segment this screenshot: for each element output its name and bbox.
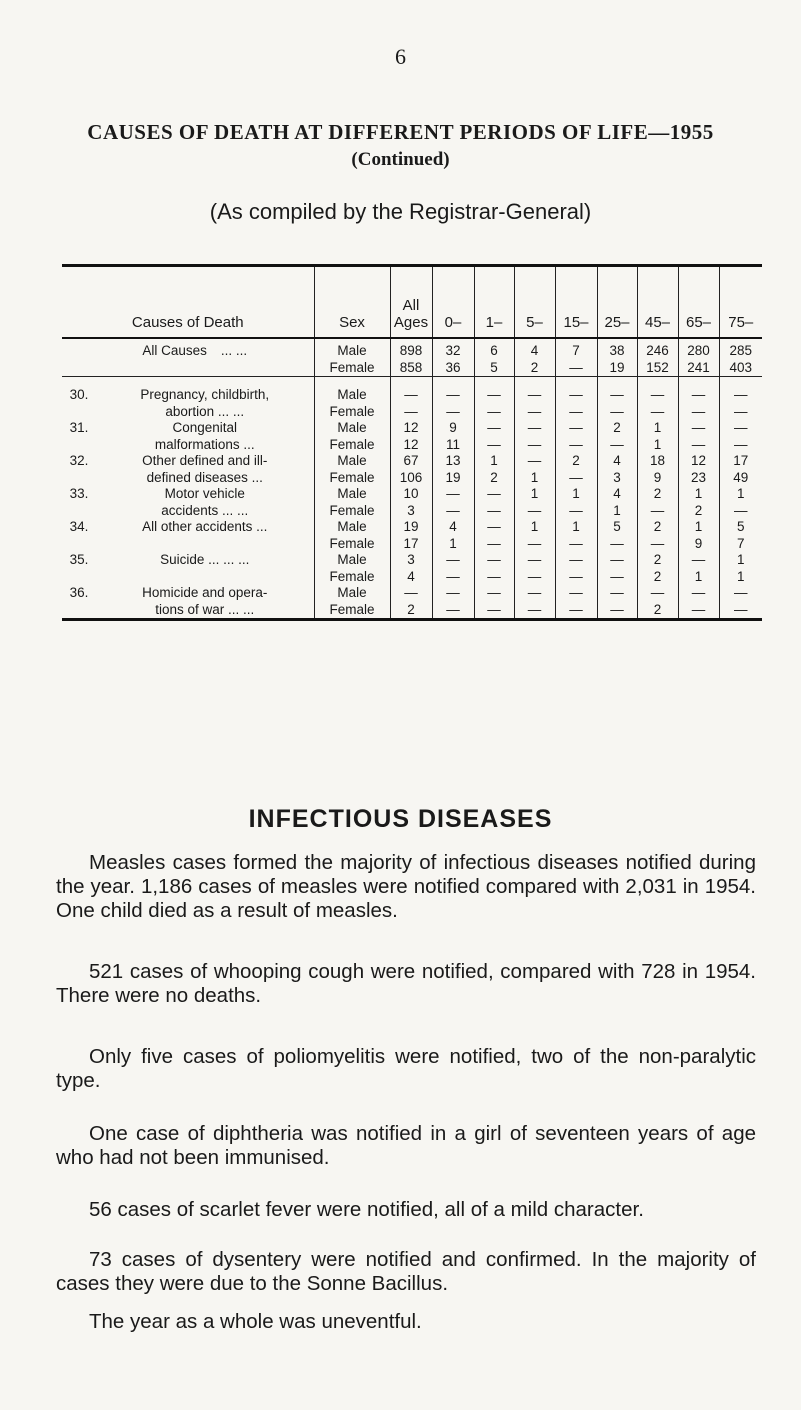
sex-cell: Female <box>314 360 390 377</box>
table-row <box>62 486 762 503</box>
sex-cell: Male <box>314 420 390 437</box>
header-age-65: 65– <box>678 266 719 339</box>
sex-cell: Male <box>314 377 390 404</box>
cell-age-5: 2 <box>514 360 555 377</box>
cell-age-75: 7 <box>719 536 762 553</box>
sex-cell: Male <box>314 585 390 602</box>
cell-age-1: — <box>474 420 514 437</box>
cause-label: Pregnancy, childbirth, <box>140 387 270 402</box>
cause-number: 35. <box>69 552 89 567</box>
cell-age-0: — <box>432 569 474 586</box>
cell-age-45: 2 <box>637 602 678 620</box>
sex-cell: Male <box>314 519 390 536</box>
cell-age-1: — <box>474 536 514 553</box>
cell-age-65: 9 <box>678 536 719 553</box>
table-row <box>62 585 762 602</box>
table-header-row <box>62 266 762 339</box>
sex-cell: Female <box>314 602 390 620</box>
cell-age-25: 38 <box>597 338 637 360</box>
cell-age-15: 2 <box>555 453 597 470</box>
cell-age-15: — <box>555 503 597 520</box>
cell-age-0: 19 <box>432 470 474 487</box>
page-subtitle: (Continued) <box>351 149 450 170</box>
header-causes: Causes of Death <box>62 266 314 339</box>
cell-all-ages: 19 <box>390 519 432 536</box>
cell-age-0: — <box>432 585 474 602</box>
cell-age-25: 19 <box>597 360 637 377</box>
sex-cell: Female <box>314 470 390 487</box>
cell-age-0: 4 <box>432 519 474 536</box>
cell-age-1: — <box>474 585 514 602</box>
page-number: 6 <box>395 44 406 69</box>
cell-age-25: 4 <box>597 453 637 470</box>
cause-label-continued <box>96 536 314 553</box>
cause-label-continued: defined diseases ... <box>146 469 263 485</box>
cell-age-5: — <box>514 404 555 421</box>
cell-age-45: — <box>637 377 678 404</box>
sex-cell: Male <box>314 338 390 360</box>
table-row <box>62 360 762 377</box>
sex-cell: Female <box>314 503 390 520</box>
cell-age-0: 13 <box>432 453 474 470</box>
cell-age-1: — <box>474 404 514 421</box>
cell-age-25: 2 <box>597 420 637 437</box>
table-row <box>62 470 762 487</box>
cell-age-15: — <box>555 404 597 421</box>
cell-all-ages: 17 <box>390 536 432 553</box>
cell-age-75: 1 <box>719 552 762 569</box>
cell-age-75: 1 <box>719 486 762 503</box>
cell-age-5: 1 <box>514 519 555 536</box>
cause-number: 36. <box>69 585 89 600</box>
sex-cell: Female <box>314 404 390 421</box>
cell-age-0: 36 <box>432 360 474 377</box>
cause-number-blank <box>62 536 96 553</box>
cell-all-ages: 3 <box>390 503 432 520</box>
cause-number: 31. <box>69 420 89 435</box>
cell-age-0: 11 <box>432 437 474 454</box>
cell-age-75: — <box>719 602 762 620</box>
page-title: CAUSES OF DEATH AT DIFFERENT PERIODS OF LIFE—1955 <box>87 120 714 144</box>
cell-age-5: — <box>514 536 555 553</box>
paragraph-scarlet-fever: 56 cases of scarlet fever were notified, all of a mild character. <box>89 1198 644 1221</box>
cell-age-45: 246 <box>637 338 678 360</box>
cell-age-75: — <box>719 503 762 520</box>
cell-age-45: 152 <box>637 360 678 377</box>
cell-age-15: — <box>555 585 597 602</box>
cell-age-75: — <box>719 437 762 454</box>
cell-age-5: — <box>514 602 555 620</box>
cell-age-15: — <box>555 602 597 620</box>
all-causes-leader: ... ... <box>220 343 248 358</box>
cell-age-15: — <box>555 420 597 437</box>
table-row <box>62 404 762 421</box>
cell-age-15: — <box>555 536 597 553</box>
cell-age-0: 1 <box>432 536 474 553</box>
cell-age-15: — <box>555 377 597 404</box>
cell-all-ages: 12 <box>390 437 432 454</box>
cause-number-blank <box>62 470 96 487</box>
sex-cell: Female <box>314 536 390 553</box>
cell-age-45: — <box>637 536 678 553</box>
table-row <box>62 536 762 553</box>
cell-age-45: 2 <box>637 519 678 536</box>
cell-age-45: 18 <box>637 453 678 470</box>
sex-cell: Male <box>314 552 390 569</box>
cell-age-75: — <box>719 377 762 404</box>
cause-label: Suicide ... ... ... <box>160 552 250 567</box>
cell-age-25: — <box>597 404 637 421</box>
sex-cell: Male <box>314 453 390 470</box>
cell-age-25: — <box>597 377 637 404</box>
cell-age-0: — <box>432 602 474 620</box>
cell-age-45: — <box>637 404 678 421</box>
cell-age-1: 2 <box>474 470 514 487</box>
sex-cell: Male <box>314 486 390 503</box>
cell-all-ages: — <box>390 377 432 404</box>
table-row <box>62 437 762 454</box>
cell-age-65: — <box>678 377 719 404</box>
cell-age-1: — <box>474 437 514 454</box>
cell-age-25: 3 <box>597 470 637 487</box>
cell-all-ages: 898 <box>390 338 432 360</box>
cell-age-0: — <box>432 503 474 520</box>
cell-age-25: 1 <box>597 503 637 520</box>
cell-age-25: 4 <box>597 486 637 503</box>
cell-age-1: 6 <box>474 338 514 360</box>
cell-age-65: — <box>678 420 719 437</box>
cell-age-15: — <box>555 552 597 569</box>
cell-age-1: — <box>474 569 514 586</box>
cell-age-5: 1 <box>514 470 555 487</box>
cell-age-25: — <box>597 602 637 620</box>
cell-age-15: — <box>555 437 597 454</box>
cell-age-65: — <box>678 602 719 620</box>
cell-age-15: 1 <box>555 486 597 503</box>
cell-age-1: — <box>474 486 514 503</box>
cell-age-45: 9 <box>637 470 678 487</box>
table-row <box>62 453 762 470</box>
cell-age-65: 1 <box>678 519 719 536</box>
header-age-15: 15– <box>555 266 597 339</box>
cell-age-45: 2 <box>637 569 678 586</box>
cell-age-5: 4 <box>514 338 555 360</box>
cause-label: Congenital <box>172 420 238 435</box>
cell-age-75: 285 <box>719 338 762 360</box>
cell-age-75: 49 <box>719 470 762 487</box>
header-all-ages <box>390 266 432 339</box>
cell-age-1: 1 <box>474 453 514 470</box>
cell-age-65: — <box>678 552 719 569</box>
cell-age-65: 1 <box>678 569 719 586</box>
cause-number-blank <box>62 404 96 421</box>
cell-age-5: — <box>514 437 555 454</box>
cell-age-5: — <box>514 420 555 437</box>
cell-age-65: 12 <box>678 453 719 470</box>
cell-age-0: — <box>432 486 474 503</box>
cause-number-blank <box>62 437 96 454</box>
cell-age-65: 241 <box>678 360 719 377</box>
cell-age-25: — <box>597 552 637 569</box>
cell-age-25: — <box>597 536 637 553</box>
cell-age-75: 1 <box>719 569 762 586</box>
table-row <box>62 377 762 404</box>
header-sex: Sex <box>314 266 390 339</box>
cell-age-5: 1 <box>514 486 555 503</box>
causes-of-death-table-wrap <box>62 264 762 621</box>
cell-all-ages: 106 <box>390 470 432 487</box>
cell-age-65: — <box>678 404 719 421</box>
cell-age-5: — <box>514 552 555 569</box>
cell-age-45: 2 <box>637 552 678 569</box>
cause-number: 32. <box>69 453 89 468</box>
cause-label: All other accidents ... <box>142 519 268 534</box>
cell-age-65: — <box>678 585 719 602</box>
cell-age-0: — <box>432 404 474 421</box>
cell-age-15: 7 <box>555 338 597 360</box>
table-row <box>62 569 762 586</box>
cell-age-1: — <box>474 519 514 536</box>
paragraph-measles: Measles cases formed the majority of infectious diseases notified during the year. 1,186 cases of measles were notified compared with 2,031 in 1954. One child died as a result of measles. <box>56 851 756 922</box>
paragraph-dysentery: 73 cases of dysentery were notified and confirmed. In the majority of cases they were due to the Sonne Bacillus. <box>56 1248 756 1295</box>
sex-cell: Female <box>314 569 390 586</box>
cell-age-15: — <box>555 470 597 487</box>
cause-label <box>62 338 314 360</box>
infectious-diseases-heading: INFECTIOUS DISEASES <box>248 805 553 833</box>
table-row <box>62 519 762 536</box>
cause-label <box>62 360 314 377</box>
cell-all-ages: 67 <box>390 453 432 470</box>
cell-age-0: — <box>432 552 474 569</box>
cell-age-1: — <box>474 377 514 404</box>
header-all-ages-line2: Ages <box>393 314 429 331</box>
cause-label-continued: abortion ... ... <box>165 403 245 419</box>
cell-age-0: 9 <box>432 420 474 437</box>
cause-label-continued <box>96 569 314 586</box>
compiled-by-note: (As compiled by the Registrar-General) <box>209 199 592 224</box>
cause-number: 30. <box>69 387 89 402</box>
header-all-ages-line1: All <box>402 297 420 314</box>
cell-age-1: — <box>474 503 514 520</box>
table-row <box>62 420 762 437</box>
paragraph-whooping-cough: 521 cases of whooping cough were notified, compared with 728 in 1954. There were no deaths. <box>56 960 756 1007</box>
cell-all-ages: 3 <box>390 552 432 569</box>
cause-number-blank <box>62 503 96 520</box>
cell-age-75: 403 <box>719 360 762 377</box>
cell-all-ages: — <box>390 404 432 421</box>
cell-age-75: — <box>719 420 762 437</box>
cell-age-45: 1 <box>637 437 678 454</box>
cell-all-ages: 858 <box>390 360 432 377</box>
cause-number: 34. <box>69 519 89 534</box>
table-row <box>62 503 762 520</box>
cause-label-continued: malformations ... <box>154 436 255 452</box>
cell-all-ages: 12 <box>390 420 432 437</box>
cell-age-15: 1 <box>555 519 597 536</box>
cell-age-65: 2 <box>678 503 719 520</box>
header-age-75: 75– <box>719 266 762 339</box>
cell-age-5: — <box>514 503 555 520</box>
cell-age-0: 32 <box>432 338 474 360</box>
cell-age-15: — <box>555 360 597 377</box>
cell-age-5: — <box>514 569 555 586</box>
cell-age-1: — <box>474 602 514 620</box>
cell-age-0: — <box>432 377 474 404</box>
cell-age-1: — <box>474 552 514 569</box>
causes-of-death-table <box>62 264 762 621</box>
cell-age-45: — <box>637 503 678 520</box>
header-age-45: 45– <box>637 266 678 339</box>
cause-label: Other defined and ill- <box>142 453 268 468</box>
cell-age-75: 17 <box>719 453 762 470</box>
cause-number-blank <box>62 569 96 586</box>
table-row <box>62 602 762 620</box>
cell-age-75: — <box>719 585 762 602</box>
cause-label-continued: accidents ... ... <box>161 502 249 518</box>
table-row <box>62 552 762 569</box>
table-row <box>62 338 762 360</box>
cell-age-65: 23 <box>678 470 719 487</box>
cell-age-65: 280 <box>678 338 719 360</box>
cell-age-15: — <box>555 569 597 586</box>
paragraph-uneventful: The year as a whole was uneventful. <box>89 1310 422 1333</box>
cell-age-1: 5 <box>474 360 514 377</box>
cell-age-25: — <box>597 585 637 602</box>
cause-label: Homicide and opera- <box>142 585 268 600</box>
cell-all-ages: 10 <box>390 486 432 503</box>
cell-age-25: 5 <box>597 519 637 536</box>
cell-all-ages: 4 <box>390 569 432 586</box>
cell-age-5: — <box>514 585 555 602</box>
sex-cell: Female <box>314 437 390 454</box>
cell-age-5: — <box>514 453 555 470</box>
cell-age-65: — <box>678 437 719 454</box>
paragraph-diphtheria: One case of diphtheria was notified in a girl of seventeen years of age who had not been immunised. <box>56 1122 756 1169</box>
cell-age-45: — <box>637 585 678 602</box>
paragraph-poliomyelitis: Only five cases of poliomyelitis were notified, two of the non-paralytic type. <box>56 1045 756 1092</box>
cell-age-25: — <box>597 437 637 454</box>
header-age-0: 0– <box>432 266 474 339</box>
cause-label-continued: tions of war ... ... <box>155 601 255 617</box>
header-age-1: 1– <box>474 266 514 339</box>
cause-label: Motor vehicle <box>164 486 245 501</box>
cause-number-blank <box>62 602 96 620</box>
cell-age-45: 2 <box>637 486 678 503</box>
cell-age-65: 1 <box>678 486 719 503</box>
cell-age-5: — <box>514 377 555 404</box>
cause-number: 33. <box>69 486 89 501</box>
cell-age-75: 5 <box>719 519 762 536</box>
all-causes-label: All Causes <box>142 343 207 358</box>
cell-age-25: — <box>597 569 637 586</box>
table-body <box>62 338 762 620</box>
cell-age-45: 1 <box>637 420 678 437</box>
cell-age-75: — <box>719 404 762 421</box>
header-age-25: 25– <box>597 266 637 339</box>
cell-all-ages: 2 <box>390 602 432 620</box>
header-age-5: 5– <box>514 266 555 339</box>
cell-all-ages: — <box>390 585 432 602</box>
